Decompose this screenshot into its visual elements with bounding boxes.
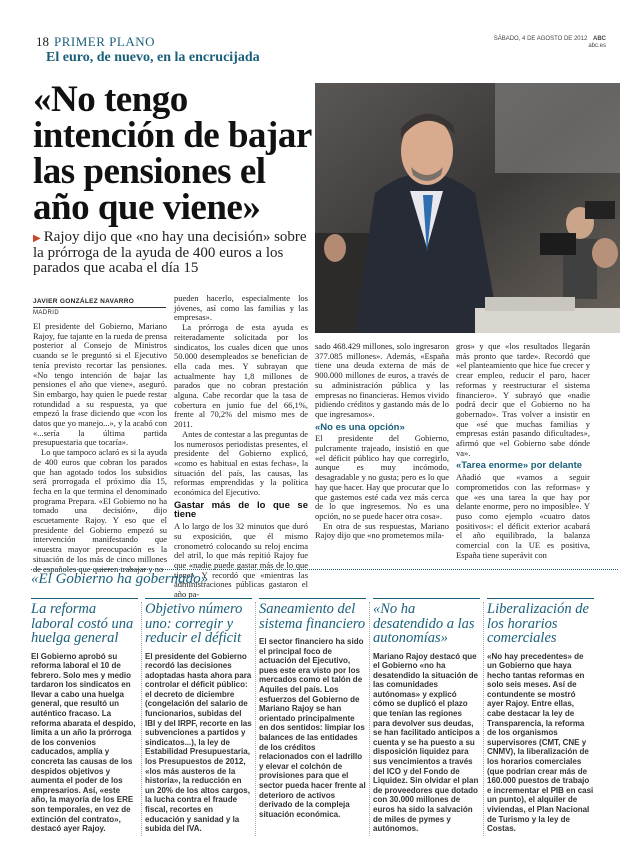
article-column-2	[174, 294, 308, 600]
subsection-title: El euro, de nuevo, en la encrucijada	[46, 50, 260, 65]
sidebar-box-deficit	[145, 602, 252, 834]
dateline-place: MADRID	[33, 310, 60, 316]
box-rule	[259, 598, 366, 599]
paragraph: A lo largo de los 32 minutos que duró su exposición, que él mismo cronometró colocando su reloj encima del atril, lo que más repitió Rajoy fue que «nadie puede gastar más de lo que tiene». Y recordó que «mientras las administraciones públicas gastaron el año pa-	[174, 521, 308, 600]
photo-illustration	[315, 83, 620, 333]
box-rule	[145, 598, 252, 599]
column-divider	[483, 602, 484, 836]
box-rule	[487, 598, 594, 599]
column-divider	[141, 602, 142, 836]
box-text: El sector financiero ha sido el principal foco de actuación del Ejecutivo, pues este era visto por los mercados como el talón de Aquiles del país. Los esfuerzos del Gobierno de Mariano Rajoy se han orientado principalmente en dos sentidos: limpiar los balances de las entidades de los créditos relacionados con el ladrillo y elevar el colchón de provisiones para que el sector pueda hacer frente al deterioro de activos derivado de la compleja situación económica.	[259, 637, 366, 819]
sidebar-box-financial-system	[259, 602, 366, 819]
subheading: Gastar más de lo que se tiene	[174, 499, 308, 521]
paragraph: Antes de contestar a las preguntas de los numerosos periodistas presentes, el presidente del Gobierno explicó, «como es habitual en estas fechas», la situación del país, las causas, las reformas emprendidas y la política económica del Ejecutivo.	[174, 428, 308, 498]
box-title: Liberalización de los horarios comerciales	[487, 601, 589, 646]
box-text: «No hay precedentes» de un Gobierno que haya hecho tantas reformas en solo seis meses. Así de contundente se mostró ayer Rajoy. Entre ellas, cabe destacar la ley de Transparencia, la reforma de los organismos supervisores (CMT, CNE y CNMV), la liberalización de los horarios comerciales (que podrían crear más de 160.000 puestos de trabajo e incrementar el PIB en casi un punto), el alquiler de viviendas, el Plan Nacional de Turismo y la ley de Costas.	[487, 651, 594, 834]
paragraph: El presidente del Gobierno, pulcramente trajeado, insistió en que «el déficit público hay que corregirlo, aunque es muy incómodo, desagradable y no gusta; pero es lo que hay que hacer. Hay que procurar que lo que gastemos esté cada vez más cerca de lo que ingresemos. No es una opción, no se puede hacer otra cosa».	[315, 433, 449, 521]
paragraph: En otra de sus respuestas, Mariano Rajoy dijo que «no prometemos mila-	[315, 520, 449, 541]
paragraph: sado 468.429 millones, solo ingresaron 377.085 millones». Además, «España tiene una deuda externa de más de 900.000 millones de euros, a través de su administración pública y las empresas no financieras. Hemos vivido pidiendo créditos y gastando más de lo que ingresamos».	[315, 341, 449, 419]
byline: JAVIER GONZÁLEZ NAVARRO	[33, 298, 135, 305]
box-text: Mariano Rajoy destacó que el Gobierno «no ha desatendido la situación de las comunidades autónomas» y explicó cómo se duplicó el plazo que tenían las regiones para devolver sus deudas, se han facilitado anticipos a cuenta y se ha puesto a su disposición liquidez para sus vencimientos a través del ICO y del Fondo de Liquidez. Sin olvidar el plan de proveedores que dotado con 30.000 millones de euros ha sido la salvación de miles de pymes y autónomos.	[373, 651, 480, 834]
box-title: Saneamiento del sistema financiero	[259, 601, 366, 632]
paragraph: La prórroga de esta ayuda es reiteradamente solicitada por los sindicatos, los cuales dicen que unos 50.000 desempleados se benefician de ella cada mes. Y subrayan que actualmente hay 1,8 millones de parados que no cobran prestación alguna. Cabe recordar que la tasa de cobertura en junio fue del 66,1%, frente al 70,2% del mismo mes de 2011.	[174, 322, 308, 430]
page-header	[36, 34, 606, 50]
paragraph: pueden hacerlo, especialmente los jóvenes, así como las familias y las empresas».	[174, 293, 308, 323]
sidebar-box-labor-reform	[31, 602, 138, 834]
site-url: abc.es	[588, 43, 606, 49]
date-line	[494, 36, 606, 50]
sidebar-box-commercial-hours	[487, 602, 594, 834]
date-text: SÁBADO, 4 DE AGOSTO DE 2012	[493, 36, 588, 42]
paragraph: gros» y que «los resultados llegarán más pronto que tarde». Recordó que «el planteamiento que hice fue crecer y crear empleo, reducir el paro, hacer reformas y reestructurar el sistema financiero». Y subrayó que «nadie podrá decir que el Gobierno no ha gobernado». Tras volver a insistir en que «sé que muchas familias y empresas están pasando dificultades», afirmó que «el Gobierno sabe dónde va».	[456, 341, 590, 458]
box-title: Objetivo número uno: corregir y reducir el déficit	[145, 601, 243, 646]
article-column-3	[315, 342, 449, 541]
byline-rule	[33, 307, 166, 308]
section-title: PRIMER PLANO	[54, 34, 155, 49]
subheading: «No es una opción»	[315, 421, 405, 433]
article-column-4	[456, 342, 590, 560]
box-title: «No ha desatendido a las autonomías»	[373, 601, 475, 646]
photo-rajoy-press-conference	[315, 83, 620, 333]
brand-logo: ABC	[593, 36, 606, 42]
box-text: El presidente del Gobierno recordó las decisiones adoptadas hasta ahora para controlar el déficit público: el decreto de diciembre (congelación del salario de funcionarios, subidas del IBI y del IRPF, recorte en las subvenciones a partidos y sindicatos...), la ley de Estabilidad Presupuestaria, los Presupuestos de 2012, «los más austeros de la historia», la reducción en un 20% de los altos cargos, la lucha contra el fraude fiscal, recortes en educación y sanidad y la subida del IVA.	[145, 651, 252, 834]
headline: «No tengo intención de bajar las pensiones el año que viene»	[33, 79, 312, 228]
article-column-1	[33, 322, 167, 574]
subheading: «Tarea enorme» por delante	[456, 460, 583, 472]
triangle-bullet-icon: ▶	[33, 233, 41, 244]
sidebar-banner: «El Gobierno ha gobernado»	[31, 571, 209, 587]
paragraph: Añadió que «vamos a seguir comprometidos con las reformas» y que «es una tarea la que hay por delante enorme, pero no imposible». Y puso como ejemplo «cuatro datos positivos»: el déficit exterior acabará el año equilibrado, la balanza comercial con la UE es positiva, España tiene superávit con	[456, 472, 590, 560]
sidebar-box-autonomies	[373, 602, 480, 834]
paragraph: El presidente del Gobierno, Mariano Rajoy, fue tajante en la rueda de prensa posterior al Consejo de Ministros cuando se le preguntó si el Ejecutivo tenía previsto recortar las pensiones. «No tengo intención de bajar las pensiones el año que viene», aseguró. Sin embargo, hay quien le puede restar rotundidad a su respuesta, ya que empezó la frase diciendo que «con los datos que yo manejo...», y la acabó con «...sería la última partida presupuestaria que tocaría».	[33, 321, 167, 448]
column-divider	[255, 602, 256, 836]
box-text: El Gobierno aprobó su reforma laboral el 10 de febrero. Solo mes y medio tardaron los sindicatos en llevar a cabo una huelga general, que resultó un auténtico fracaso. La reforma abarata el despido, limita a un año la prórroga de los convenios caducados, amplía y concreta las causas de los despidos objetivos y aumenta el poder de los empresarios. Así, «este año, la mayoría de los ERE son temporales, en vez de extinción del contrato», destacó ayer Rajoy.	[31, 651, 136, 834]
column-divider	[369, 602, 370, 836]
paragraph: Lo que tampoco aclaró es si la ayuda de 400 euros que cobran los parados que han agotado todos los subsidios será prorrogada el próximo día 15, fecha en la que termina el denominado programa Prepara. «El Gobierno no ha tomado una decisión», dijo escuetamente Rajoy. Y eso que el presidente del Gobierno empezó su intervención manifestando que «nuestra mayor preocupación es la situación de los más de cinco millones de españoles que quieren trabajar y no	[33, 447, 167, 574]
page-number: 18	[36, 34, 49, 49]
deck	[33, 230, 313, 276]
box-title: La reforma laboral costó una huelga general	[31, 601, 134, 646]
box-rule	[373, 598, 480, 599]
box-rule	[31, 598, 138, 599]
deck-text: Rajoy dijo que «no hay una decisión» sobre la prórroga de la ayuda de 400 euros a los parados que acaba el día 15	[33, 229, 307, 276]
banner-rule	[31, 569, 618, 570]
